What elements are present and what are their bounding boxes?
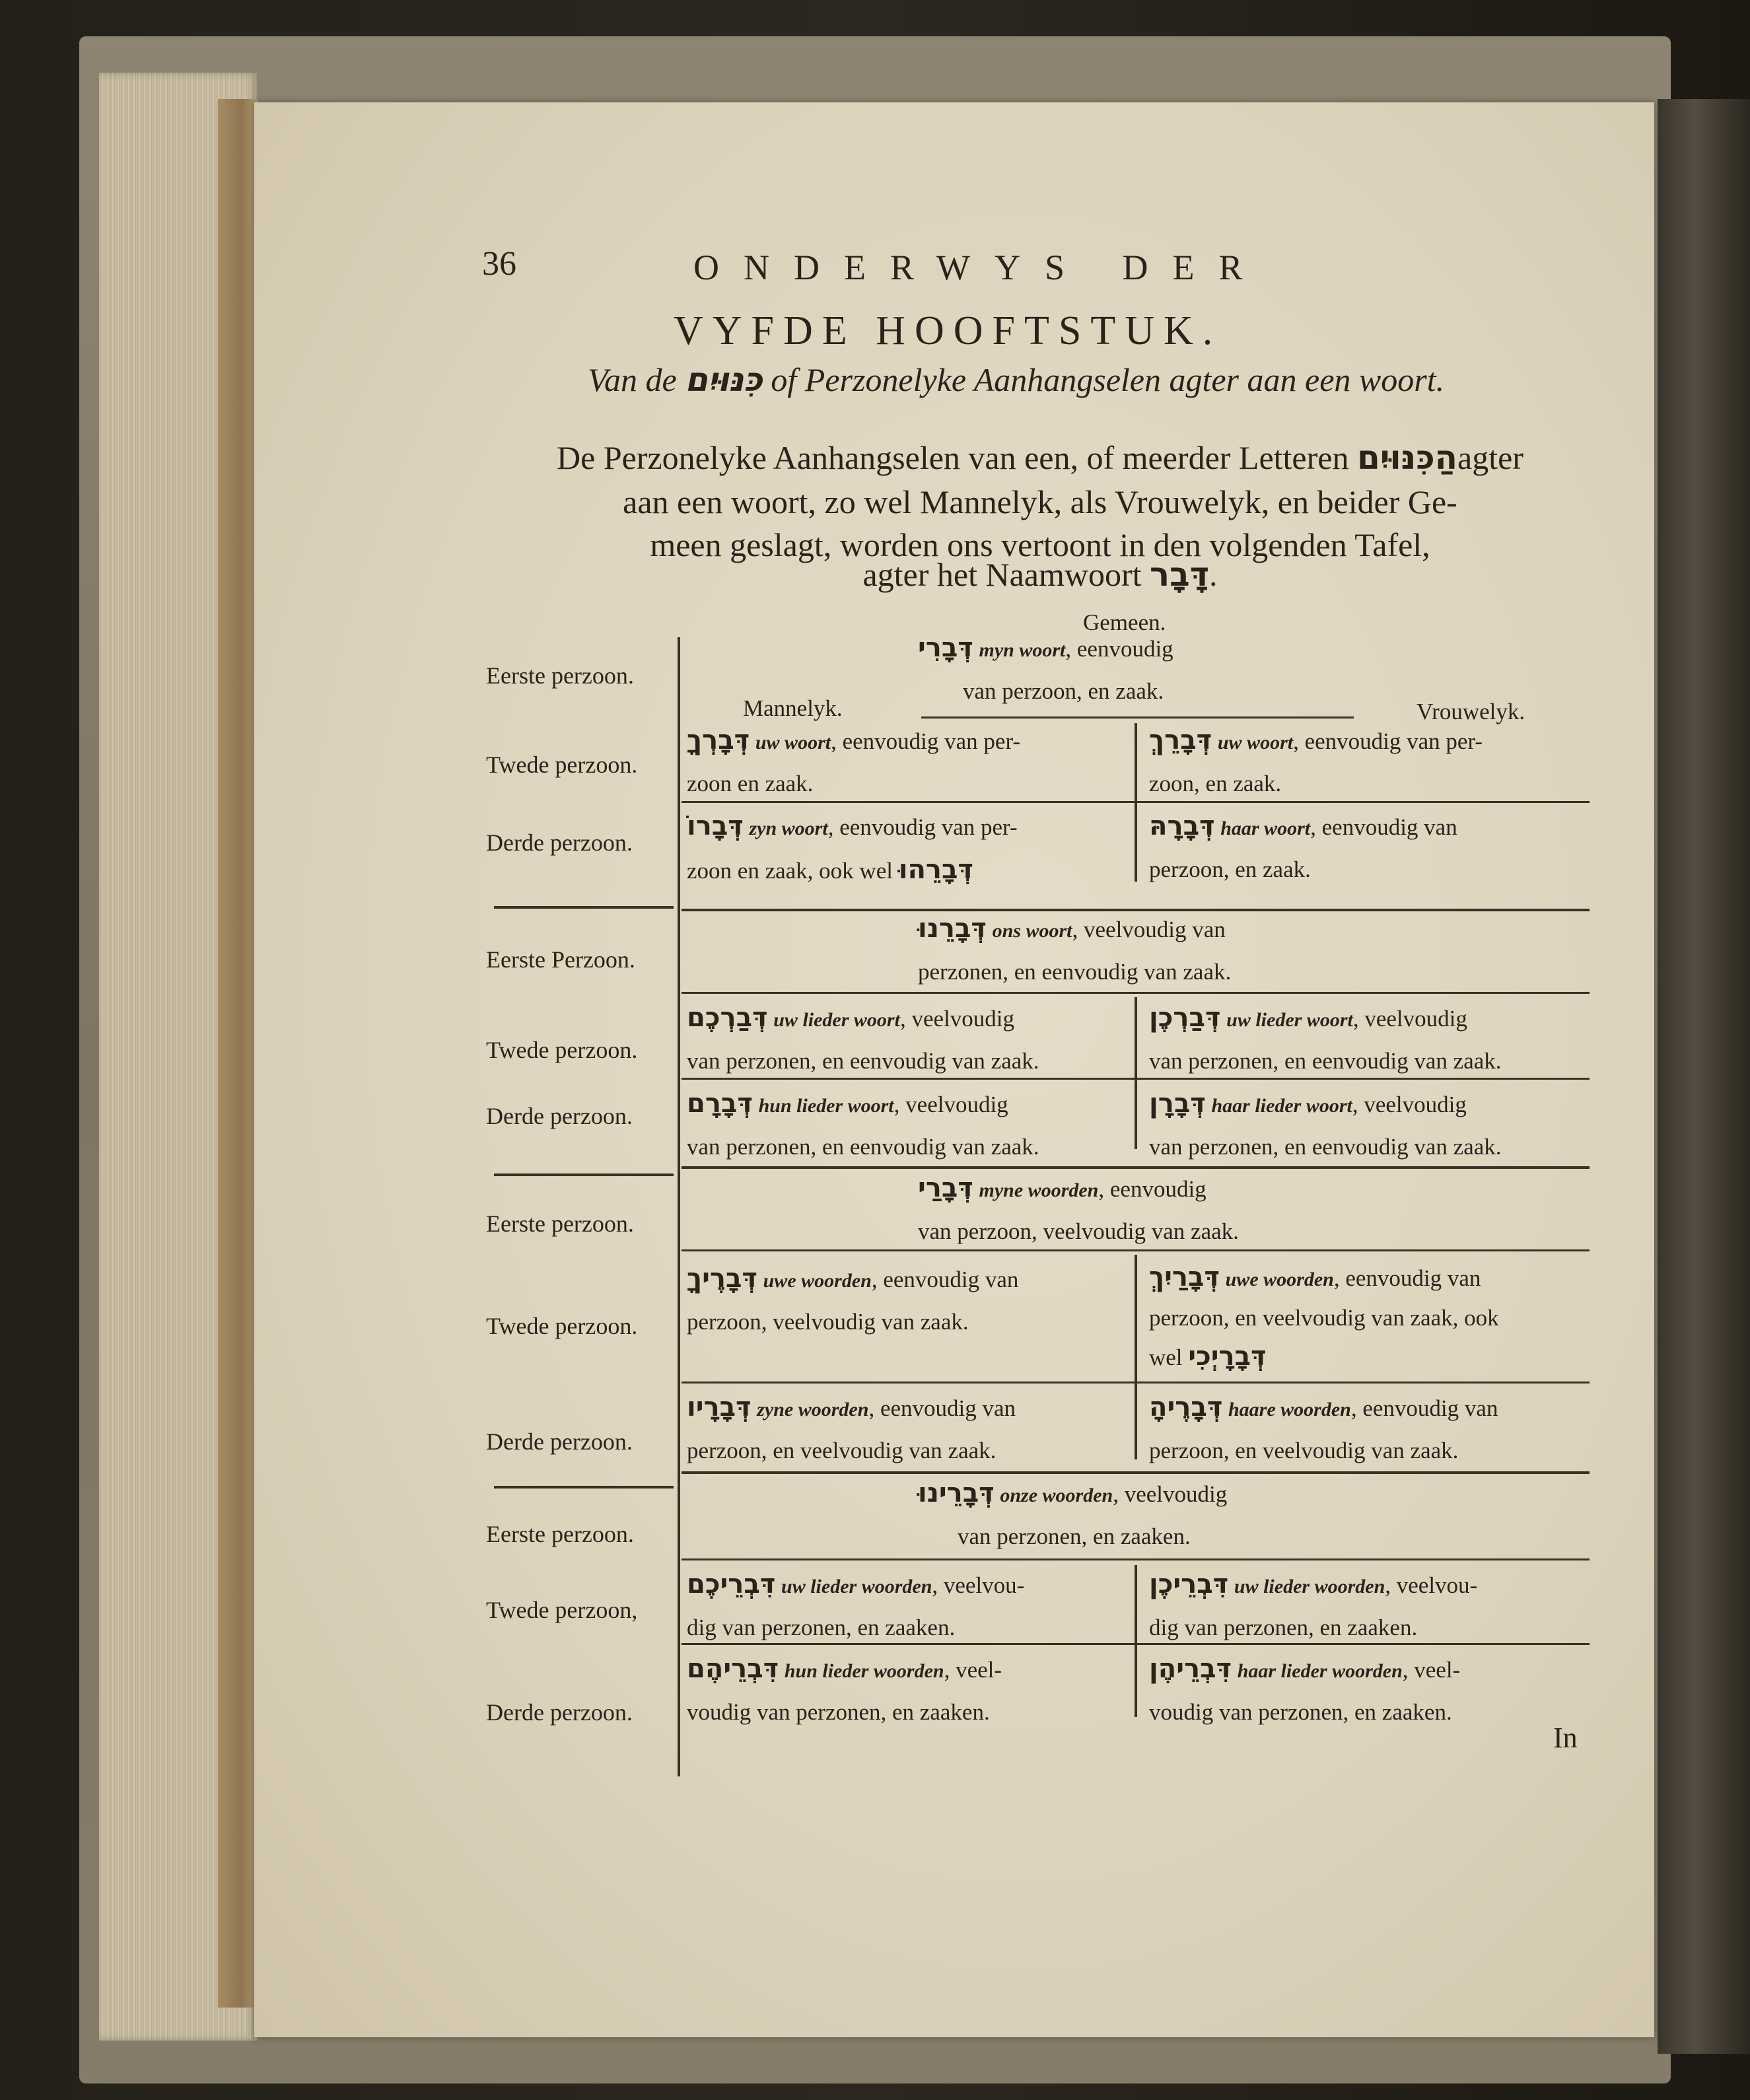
hebrew-form: דְּבָרַי (918, 1173, 973, 1203)
desc-line: , eenvoudig (1065, 636, 1173, 662)
desc-line: perzonen, en eenvoudig van zaak. (918, 959, 1232, 985)
person-label: Derde perzoon. (486, 1428, 633, 1455)
subtitle-after: of Perzonelyke Aanhangselen agter aan een woort. (771, 361, 1445, 398)
heading-feminine: Vrouwelyk. (1417, 699, 1525, 724)
gloss: myn woort (979, 639, 1066, 661)
person-label: Derde perzoon. (486, 1103, 633, 1129)
desc-line: zoon en zaak. (687, 771, 814, 796)
desc-line: , veelvoudig (893, 1092, 1008, 1117)
desc-line: , veelvoudig (1352, 1092, 1467, 1117)
hebrew-form: דְּבָרֶיךָ (687, 1263, 757, 1294)
section-divider (494, 906, 674, 909)
form-fem-second-plural-all (1149, 1564, 1477, 1648)
person-label: Twede perzoon, (486, 1597, 638, 1623)
desc-line: , eenvoudig van per- (827, 814, 1018, 840)
gloss: uwe woorden (763, 1270, 872, 1292)
desc-line: , veelvoudig van (1072, 917, 1226, 942)
gloss: ons woort (992, 920, 1072, 942)
hebrew-form: דְּבָרָם (687, 1088, 753, 1119)
hebrew-variant: דְּבָרֵהוּ (898, 855, 973, 885)
table-main-rule (678, 637, 680, 1776)
person-label: Eerste perzoon. (486, 662, 634, 689)
desc-line: , veel- (944, 1657, 1002, 1683)
gloss: uw lieder woorden (781, 1576, 932, 1597)
hebrew-form: דְּבָרַיִךְ (1149, 1262, 1220, 1292)
gloss: haar woort (1220, 818, 1311, 839)
right-cover-edge (1658, 99, 1750, 2054)
desc-line: dig van perzonen, en zaaken. (687, 1615, 956, 1640)
desc-line: , eenvoudig van per- (1293, 728, 1483, 754)
form-fem-third (1149, 806, 1457, 890)
gloss: uw lieder woort (773, 1009, 900, 1031)
hebrew-form: דְּבָרֶיהָ (1149, 1392, 1223, 1422)
hebrew-form: דְּבָרֵינוּ (918, 1478, 995, 1508)
section-divider (494, 1486, 674, 1488)
gloss: zyn woort (749, 818, 828, 839)
hebrew-form: דְּבָרֵנוּ (918, 913, 987, 944)
gloss: haar lieder woorden (1237, 1660, 1403, 1682)
desc-line: perzoon, veelvoudig van zaak. (687, 1309, 969, 1335)
form-fem-third-plural-all (1149, 1648, 1460, 1733)
hebrew-form: דְּבָרִי (918, 633, 973, 663)
desc-line: zoon, en zaak. (1149, 771, 1282, 796)
column-divider (1135, 1565, 1137, 1717)
form-masc-third-plural-all (687, 1648, 1002, 1733)
form-fem-third-plural-persons (1149, 1083, 1502, 1168)
intro-text: De Perzonelyke Aanhangselen van een, of meerder Letteren (557, 439, 1349, 476)
gloss: uw lieder woort (1226, 1009, 1353, 1031)
form-masc-second-plural-all (687, 1564, 1024, 1648)
desc-line: van perzonen, en zaaken. (958, 1523, 1191, 1549)
person-label: Eerste perzoon. (486, 1521, 634, 1547)
hebrew-form: דִּבְרֵיהֶם (687, 1654, 779, 1684)
desc-line: , eenvoudig van (871, 1267, 1019, 1292)
form-fem-second-plural-persons (1149, 997, 1502, 1082)
chapter-subtitle (588, 361, 1445, 399)
desc-line: , eenvoudig van per- (831, 728, 1021, 754)
hebrew-form: דִּבְרֵיכֶן (1149, 1569, 1229, 1599)
desc-line: perzoon, en veelvoudig van zaak. (687, 1438, 997, 1463)
desc-line: , veelvoudig (1113, 1481, 1228, 1507)
column-divider (1135, 723, 1137, 882)
heading-masculine: Mannelyk. (743, 695, 843, 721)
subtitle-hebrew: כִּנּוּיִם (685, 361, 763, 399)
desc-line: , eenvoudig van (1350, 1395, 1498, 1421)
gloss: haar lieder woort (1211, 1095, 1352, 1117)
form-masc-third-plural-persons (687, 1083, 1039, 1168)
form-fem-third-plural-words (1149, 1387, 1498, 1471)
desc-line: voudig van perzonen, en zaaken. (687, 1699, 990, 1725)
intro-after: . (1209, 556, 1218, 593)
section-divider (494, 1173, 674, 1176)
table-rule (921, 717, 1354, 718)
person-label: Eerste Perzoon. (486, 946, 635, 973)
running-header: ONDERWYS DER (693, 248, 1267, 287)
intro-hebrew: הַכִּנּוּיִם (1356, 438, 1458, 477)
hebrew-form: דְּבָרְךָ (687, 725, 750, 755)
gloss: myne woorden (979, 1179, 1099, 1201)
form-common-first-plural-all (918, 1473, 1227, 1557)
desc-line: van perzonen, en eenvoudig van zaak. (687, 1134, 1039, 1160)
desc-line: van perzoon, veelvoudig van zaak. (918, 1218, 1239, 1244)
gutter-shadow (218, 99, 258, 2008)
intro-line (482, 438, 1598, 477)
desc-line: dig van perzonen, en zaaken. (1149, 1615, 1418, 1640)
desc-line: , veelvou- (1385, 1572, 1478, 1598)
form-common-first (918, 627, 1173, 712)
desc-line: perzoon, en zaak. (1149, 857, 1311, 882)
form-masc-third-plural-words (687, 1387, 1016, 1471)
gloss: onze woorden (1000, 1485, 1113, 1506)
intro-text: agter het Naamwoort (862, 556, 1142, 593)
form-common-first-plural-words (918, 1168, 1239, 1252)
person-label: Eerste perzoon. (486, 1210, 634, 1237)
person-label: Derde perzoon. (486, 1699, 633, 1726)
hebrew-form: דִּבְרֵיכֶם (687, 1569, 776, 1599)
form-masc-second-plural-persons (687, 997, 1039, 1082)
desc-line: van perzonen, en eenvoudig van zaak. (687, 1048, 1039, 1074)
gloss: uw woort (755, 732, 831, 753)
gloss: hun lieder woorden (784, 1660, 944, 1682)
desc-line: van perzoon, en zaak. (963, 678, 1164, 704)
desc-line: van perzonen, en eenvoudig van zaak. (1149, 1134, 1502, 1160)
person-label: Twede perzoon. (486, 1037, 638, 1063)
hebrew-form: דְּבָרָהּ (1149, 811, 1215, 841)
chapter-title: VYFDE HOOFTSTUK. (674, 308, 1222, 353)
hebrew-variant: דְּבָרָיְכִי (1188, 1341, 1267, 1372)
intro-line: meen geslagt, worden ons vertoont in den volgenden Tafel, (650, 526, 1430, 563)
hebrew-form: דְּבָרוֹ (687, 811, 744, 841)
column-divider (1135, 997, 1137, 1149)
desc-line: , veel- (1402, 1657, 1461, 1683)
desc-line: , veelvoudig (1352, 1006, 1467, 1032)
form-masc-second-plural-words (687, 1258, 1018, 1343)
column-divider (1135, 1255, 1137, 1459)
intro-after: agter (1457, 439, 1523, 476)
desc-line: wel (1149, 1345, 1183, 1370)
desc-line: van perzonen, en eenvoudig van zaak. (1149, 1048, 1502, 1074)
gloss: uwe woorden (1225, 1269, 1334, 1290)
hebrew-form: דְּבַרְכֶן (1149, 1002, 1221, 1033)
desc-line: , eenvoudig van (868, 1395, 1016, 1421)
gloss: hun lieder woort (758, 1095, 894, 1117)
gloss: zyne woorden (757, 1399, 869, 1420)
desc-line: , veelvou- (932, 1572, 1025, 1598)
desc-line: zoon en zaak, ook wel (687, 858, 893, 884)
heading-common: Gemeen. (1083, 610, 1166, 635)
intro-line: aan een woort, zo wel Mannelyk, als Vrouwelyk, en beider Ge- (623, 483, 1457, 520)
form-masc-second (687, 720, 1020, 804)
desc-line: perzoon, en veelvoudig van zaak, ook (1149, 1305, 1499, 1331)
person-label: Twede perzoon. (486, 1313, 638, 1339)
desc-line: , eenvoudig van (1333, 1265, 1481, 1291)
subtitle-before: Van de (588, 361, 677, 398)
desc-line: voudig van perzonen, en zaaken. (1149, 1699, 1452, 1725)
hebrew-form: דִּבְרֵיהֶן (1149, 1654, 1232, 1684)
person-label: Derde perzoon. (486, 829, 633, 856)
intro-hebrew: דָּבָר (1150, 555, 1210, 594)
desc-line: , eenvoudig van (1310, 814, 1457, 840)
gloss: uw woort (1217, 732, 1294, 753)
form-common-first-plural-persons (918, 908, 1231, 993)
gloss: haare woorden (1228, 1399, 1351, 1420)
intro-line (482, 555, 1598, 594)
desc-line: , eenvoudig (1098, 1176, 1207, 1202)
page-number: 36 (482, 245, 516, 283)
table-rule (682, 1558, 1590, 1560)
catchword: In (1553, 1722, 1578, 1754)
hebrew-form: דְּבַרְכֶם (687, 1002, 768, 1033)
form-fem-second-plural-words (1149, 1258, 1499, 1377)
hebrew-form: דְּבָרֵךְ (1149, 725, 1212, 755)
person-label: Twede perzoon. (486, 752, 638, 778)
desc-line: , veelvoudig (899, 1006, 1014, 1032)
form-masc-third (687, 806, 1018, 892)
gloss: uw lieder woorden (1234, 1576, 1385, 1597)
desc-line: perzoon, en veelvoudig van zaak. (1149, 1438, 1459, 1463)
hebrew-form: דְּבָרָן (1149, 1088, 1206, 1119)
form-fem-second (1149, 720, 1483, 804)
hebrew-form: דְּבָרָיו (687, 1392, 752, 1422)
